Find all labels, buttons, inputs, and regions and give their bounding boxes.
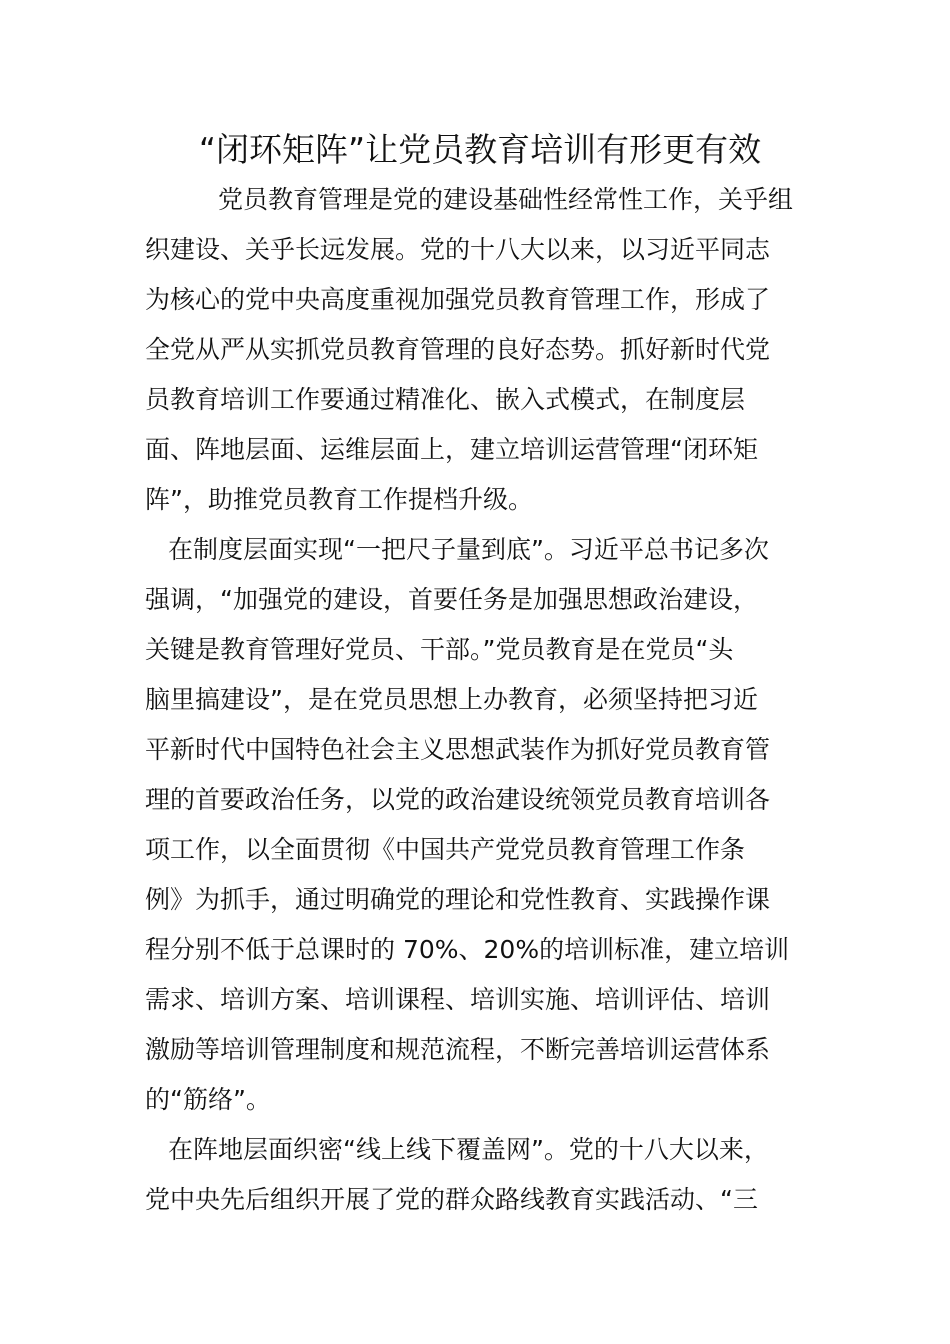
paragraph-line: 为核心的党中央高度重视加强党员教育管理工作，形成了 xyxy=(145,285,771,314)
paragraph-line: 织建设、关乎长远发展。党的十八大以来，以习近平同志 xyxy=(145,235,771,264)
paragraph-line: 全党从严从实抓党员教育管理的良好态势。抓好新时代党 xyxy=(145,335,771,364)
paragraph-line: 程分别不低于总课时的 70%、20%的培训标准，建立培训 xyxy=(145,935,790,964)
paragraph-line: 强调，“加强党的建设，首要任务是加强思想政治建设， xyxy=(145,585,758,614)
paragraph-line: 在制度层面实现“一把尺子量到底”。习近平总书记多次 xyxy=(168,535,769,564)
paragraph-line: 的“筋络”。 xyxy=(145,1085,271,1114)
paragraph-line: 在阵地层面织密“线上线下覆盖网”。党的十八大以来， xyxy=(168,1135,769,1164)
paragraph-line: 需求、培训方案、培训课程、培训实施、培训评估、培训 xyxy=(145,985,771,1014)
paragraph-line: 项工作，以全面贯彻《中国共产党党员教育管理工作条 xyxy=(145,835,746,864)
paragraph-line: 例》为抓手，通过明确党的理论和党性教育、实践操作课 xyxy=(145,885,771,914)
paragraph-line: 理的首要政治任务，以党的政治建设统领党员教育培训各 xyxy=(145,785,771,814)
paragraph-line: 激励等培训管理制度和规范流程，不断完善培训运营体系 xyxy=(145,1035,771,1064)
paragraph-line: 阵”，助推党员教育工作提档升级。 xyxy=(145,485,533,514)
paragraph-line: 党中央先后组织开展了党的群众路线教育实践活动、“三 xyxy=(145,1185,758,1214)
paragraph-line: 平新时代中国特色社会主义思想武装作为抓好党员教育管 xyxy=(145,735,771,764)
paragraph-line: 党员教育管理是党的建设基础性经常性工作，关乎组 xyxy=(218,185,794,214)
paragraph-line: 面、阵地层面、运维层面上，建立培训运营管理“闭环矩 xyxy=(145,435,758,464)
paragraph-line: 关键是教育管理好党员、干部。”党员教育是在党员“头 xyxy=(145,635,734,664)
paragraph-line: 员教育培训工作要通过精准化、嵌入式模式，在制度层 xyxy=(145,385,746,414)
document-title: “闭环矩阵”让党员教育培训有形更有效 xyxy=(198,130,762,169)
paragraph-line: 脑里搞建设”，是在党员思想上办教育，必须坚持把习近 xyxy=(145,685,758,714)
